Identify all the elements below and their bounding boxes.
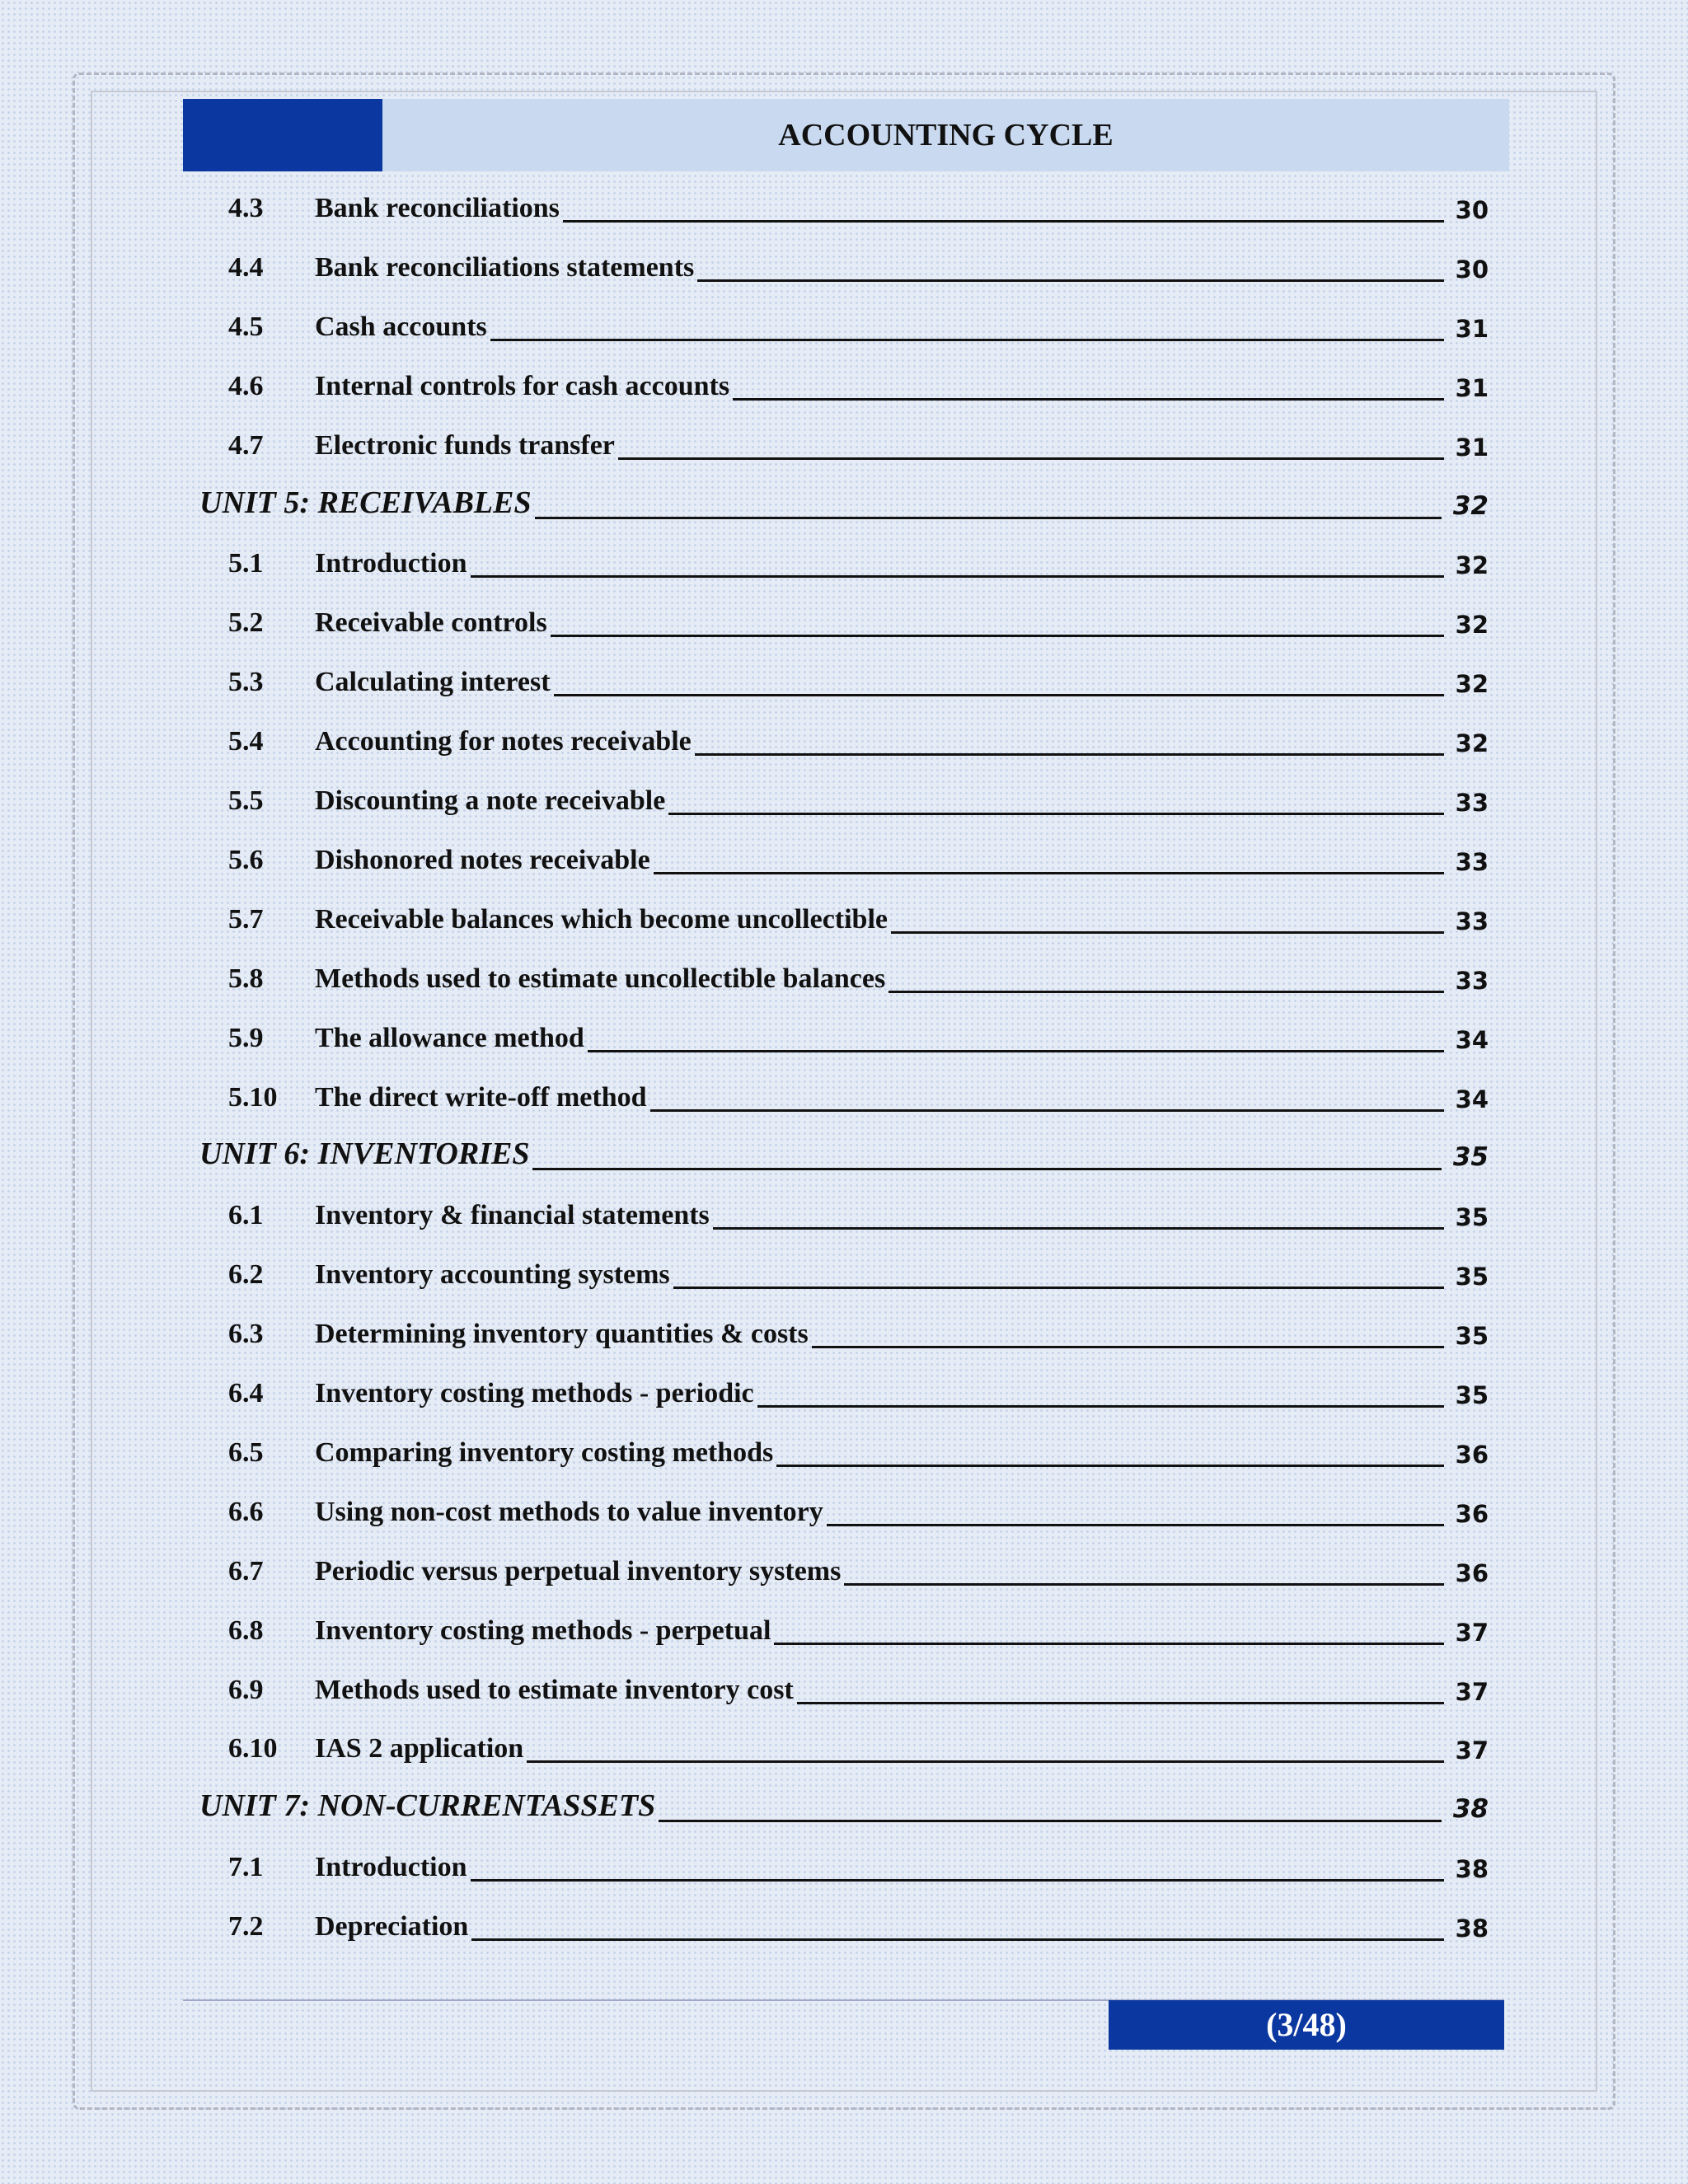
toc-leader-line: [844, 1583, 1443, 1586]
toc-entry[interactable]: [0, 1540, 1688, 1599]
toc-leader-line: [654, 872, 1444, 874]
toc-entry-number: 5.5: [228, 785, 264, 816]
toc-page-number: 31: [1455, 373, 1489, 402]
toc-leader-line: [527, 1760, 1443, 1763]
toc-page-number: 36: [1455, 1558, 1489, 1587]
toc-leader-line: [774, 1643, 1443, 1645]
toc-page-number: 38: [1455, 1855, 1489, 1884]
toc-entry-number: 5.3: [228, 667, 264, 698]
toc-entry-title: Receivable balances which become uncollectible: [315, 903, 889, 935]
toc-entry[interactable]: [0, 1717, 1688, 1776]
toc-unit-title: UNIT 6: INVENTORIES: [199, 1137, 530, 1172]
toc-page-number: 30: [1455, 255, 1489, 284]
toc-entry[interactable]: [0, 176, 1688, 236]
toc-entry-number: 4.5: [228, 311, 264, 342]
toc-entry-number: 6.9: [228, 1674, 264, 1705]
toc-entry[interactable]: [0, 414, 1688, 473]
header-accent-block: [183, 99, 382, 171]
toc-page-number: 31: [1455, 433, 1489, 462]
toc-entry-number: 6.5: [228, 1436, 264, 1468]
toc-leader-line: [551, 635, 1444, 637]
header-title: ACCOUNTING CYCLE: [778, 118, 1114, 152]
toc-entry[interactable]: [0, 1599, 1688, 1658]
toc-entry-title: The allowance method: [315, 1022, 584, 1053]
toc-entry-number: 4.3: [228, 193, 264, 223]
toc-entry[interactable]: [0, 1302, 1688, 1361]
toc-entry[interactable]: [0, 1480, 1688, 1540]
toc-entry-title: Using non-cost methods to value inventory: [315, 1496, 823, 1527]
toc-entry-number: 5.10: [228, 1081, 278, 1113]
toc-leader-line: [535, 517, 1442, 519]
toc-entry[interactable]: [0, 1066, 1688, 1125]
toc-page-number: 32: [1455, 551, 1489, 580]
toc-entry[interactable]: [0, 1895, 1688, 1954]
toc-entry[interactable]: [0, 354, 1688, 414]
toc-leader-line: [891, 931, 1444, 934]
toc-entry-title: Cash accounts: [315, 311, 487, 342]
page-indicator: (3/48): [1109, 2000, 1504, 2050]
toc-leader-line: [563, 220, 1444, 223]
toc-entry-number: 4.6: [228, 370, 264, 401]
toc-leader-line: [490, 339, 1444, 341]
toc-entry[interactable]: [0, 1006, 1688, 1066]
toc-entry-title: Inventory accounting systems: [315, 1259, 670, 1291]
toc-entry-number: 6.1: [228, 1200, 264, 1231]
toc-entry-number: 5.9: [228, 1022, 264, 1053]
toc-entry[interactable]: [0, 947, 1688, 1006]
toc-unit-title: UNIT 5: RECEIVABLES: [199, 485, 532, 520]
toc-leader-line: [889, 991, 1443, 993]
toc-page-number: 35: [1455, 1322, 1489, 1351]
toc-entry-title: Bank reconciliations statements: [315, 251, 695, 283]
toc-entry[interactable]: [0, 828, 1688, 888]
toc-entry-title: Bank reconciliations: [315, 193, 560, 223]
toc-page-number: 37: [1455, 1618, 1489, 1647]
toc-page-number: 35: [1455, 1203, 1489, 1232]
toc-leader-line: [588, 1050, 1444, 1052]
toc-page-number: 33: [1455, 907, 1489, 935]
toc-page-number: 38: [1455, 1915, 1489, 1943]
toc-page-number: 35: [1455, 1381, 1489, 1409]
toc-page-number: 38: [1452, 1794, 1489, 1825]
toc-leader-line: [797, 1702, 1444, 1704]
toc-leader-line: [471, 1879, 1444, 1882]
toc-entry[interactable]: [0, 295, 1688, 354]
toc-page-number: 32: [1452, 490, 1489, 521]
toc-page-number: 35: [1455, 1263, 1489, 1291]
toc-entry-number: 5.6: [228, 844, 264, 875]
toc-entry-title: Electronic funds transfer: [315, 429, 615, 461]
toc-entry[interactable]: [0, 1658, 1688, 1718]
toc-leader-line: [471, 575, 1444, 578]
toc-leader-line: [733, 398, 1444, 401]
toc-leader-line: [668, 813, 1443, 815]
toc-page-number: 36: [1455, 1499, 1489, 1528]
toc-page-number: 37: [1455, 1736, 1489, 1765]
toc-entry-number: 5.7: [228, 903, 264, 935]
toc-entry-title: Dishonored notes receivable: [315, 844, 650, 875]
toc-page-number: 33: [1455, 966, 1489, 995]
toc-entry[interactable]: [0, 650, 1688, 710]
toc-leader-line: [776, 1465, 1443, 1467]
toc-page-number: 32: [1455, 670, 1489, 699]
toc-entry-title: Determining inventory quantities & costs: [315, 1319, 809, 1350]
toc-entry-number: 6.6: [228, 1496, 264, 1527]
toc-entry-title: Methods used to estimate uncollectible balances: [315, 963, 886, 994]
toc-entry[interactable]: [0, 532, 1688, 591]
toc-entry-title: Discounting a note receivable: [315, 785, 666, 816]
toc-entry-title: Introduction: [315, 1852, 467, 1883]
toc-entry-title: Inventory costing methods - periodic: [315, 1378, 754, 1408]
toc-entry-title: Depreciation: [315, 1911, 469, 1943]
toc-entry-title: Accounting for notes receivable: [315, 726, 692, 757]
toc-page-number: 31: [1455, 314, 1489, 343]
toc-entry[interactable]: [0, 769, 1688, 828]
toc-unit-heading[interactable]: [0, 473, 1688, 532]
toc-page-number: 36: [1455, 1440, 1489, 1469]
toc-leader-line: [650, 1109, 1444, 1112]
toc-leader-line: [812, 1346, 1444, 1348]
toc-entry-title: Comparing inventory costing methods: [315, 1436, 774, 1468]
toc-entry[interactable]: [0, 1361, 1688, 1421]
toc-entry-number: 5.1: [228, 548, 264, 579]
toc-entry[interactable]: [0, 1421, 1688, 1480]
toc-leader-line: [471, 1938, 1443, 1941]
toc-entry-title: IAS 2 application: [315, 1733, 524, 1765]
toc-leader-line: [757, 1405, 1444, 1408]
toc-entry[interactable]: [0, 888, 1688, 947]
toc-entry-title: Inventory costing methods - perpetual: [315, 1615, 771, 1646]
toc-entry-number: 6.10: [228, 1733, 278, 1765]
toc-entry[interactable]: [0, 1835, 1688, 1895]
toc-page-number: 34: [1455, 1025, 1489, 1054]
toc-unit-heading[interactable]: [0, 1124, 1688, 1183]
toc-entry-number: 7.2: [228, 1911, 264, 1943]
toc-page-number: 33: [1455, 847, 1489, 876]
toc-entry-number: 4.4: [228, 251, 264, 283]
toc-entry-title: The direct write-off method: [315, 1081, 647, 1113]
toc-leader-line: [697, 279, 1443, 282]
toc-entry-number: 6.4: [228, 1378, 264, 1408]
toc-entry-title: Inventory & financial statements: [315, 1200, 710, 1231]
toc-page-number: 37: [1455, 1677, 1489, 1706]
toc-leader-line: [713, 1227, 1444, 1230]
toc-entry-number: 4.7: [228, 429, 264, 461]
toc-entry-number: 6.8: [228, 1615, 264, 1646]
toc-unit-heading[interactable]: [0, 1776, 1688, 1835]
toc-page-number: 30: [1455, 196, 1489, 224]
toc-entry[interactable]: [0, 710, 1688, 769]
toc-page-number: 32: [1455, 729, 1489, 758]
toc-entry[interactable]: [0, 1243, 1688, 1302]
toc-leader-line: [659, 1820, 1442, 1822]
toc-page-number: 33: [1455, 789, 1489, 817]
toc-entry-title: Periodic versus perpetual inventory systems: [315, 1555, 842, 1586]
toc-entry[interactable]: [0, 236, 1688, 295]
toc-entry-number: 6.2: [228, 1259, 264, 1291]
toc-entry-title: Internal controls for cash accounts: [315, 370, 730, 401]
toc-leader-line: [827, 1524, 1444, 1526]
toc-entry-number: 5.2: [228, 607, 264, 639]
toc-entry-number: 5.8: [228, 963, 264, 994]
toc-page-number: 32: [1455, 611, 1489, 640]
toc-entry-title: Methods used to estimate inventory cost: [315, 1674, 794, 1705]
toc-leader-line: [532, 1168, 1441, 1170]
toc-unit-title: UNIT 7: NON-CURRENTASSETS: [199, 1788, 656, 1824]
toc-leader-line: [554, 694, 1444, 696]
toc-entry[interactable]: [0, 591, 1688, 650]
toc-entry-number: 5.4: [228, 726, 264, 757]
toc-entry[interactable]: [0, 1183, 1688, 1243]
toc-page-number: 34: [1455, 1085, 1489, 1113]
toc-entry-number: 7.1: [228, 1852, 264, 1883]
toc-page-number: 35: [1452, 1142, 1489, 1173]
toc-leader-line: [618, 457, 1444, 460]
toc-leader-line: [695, 753, 1444, 756]
toc-entry-title: Receivable controls: [315, 607, 547, 639]
toc-entry-number: 6.7: [228, 1555, 264, 1586]
toc-entry-title: Introduction: [315, 548, 467, 579]
toc-entry-number: 6.3: [228, 1319, 264, 1350]
toc-entry-title: Calculating interest: [315, 667, 551, 698]
toc-leader-line: [673, 1286, 1444, 1289]
